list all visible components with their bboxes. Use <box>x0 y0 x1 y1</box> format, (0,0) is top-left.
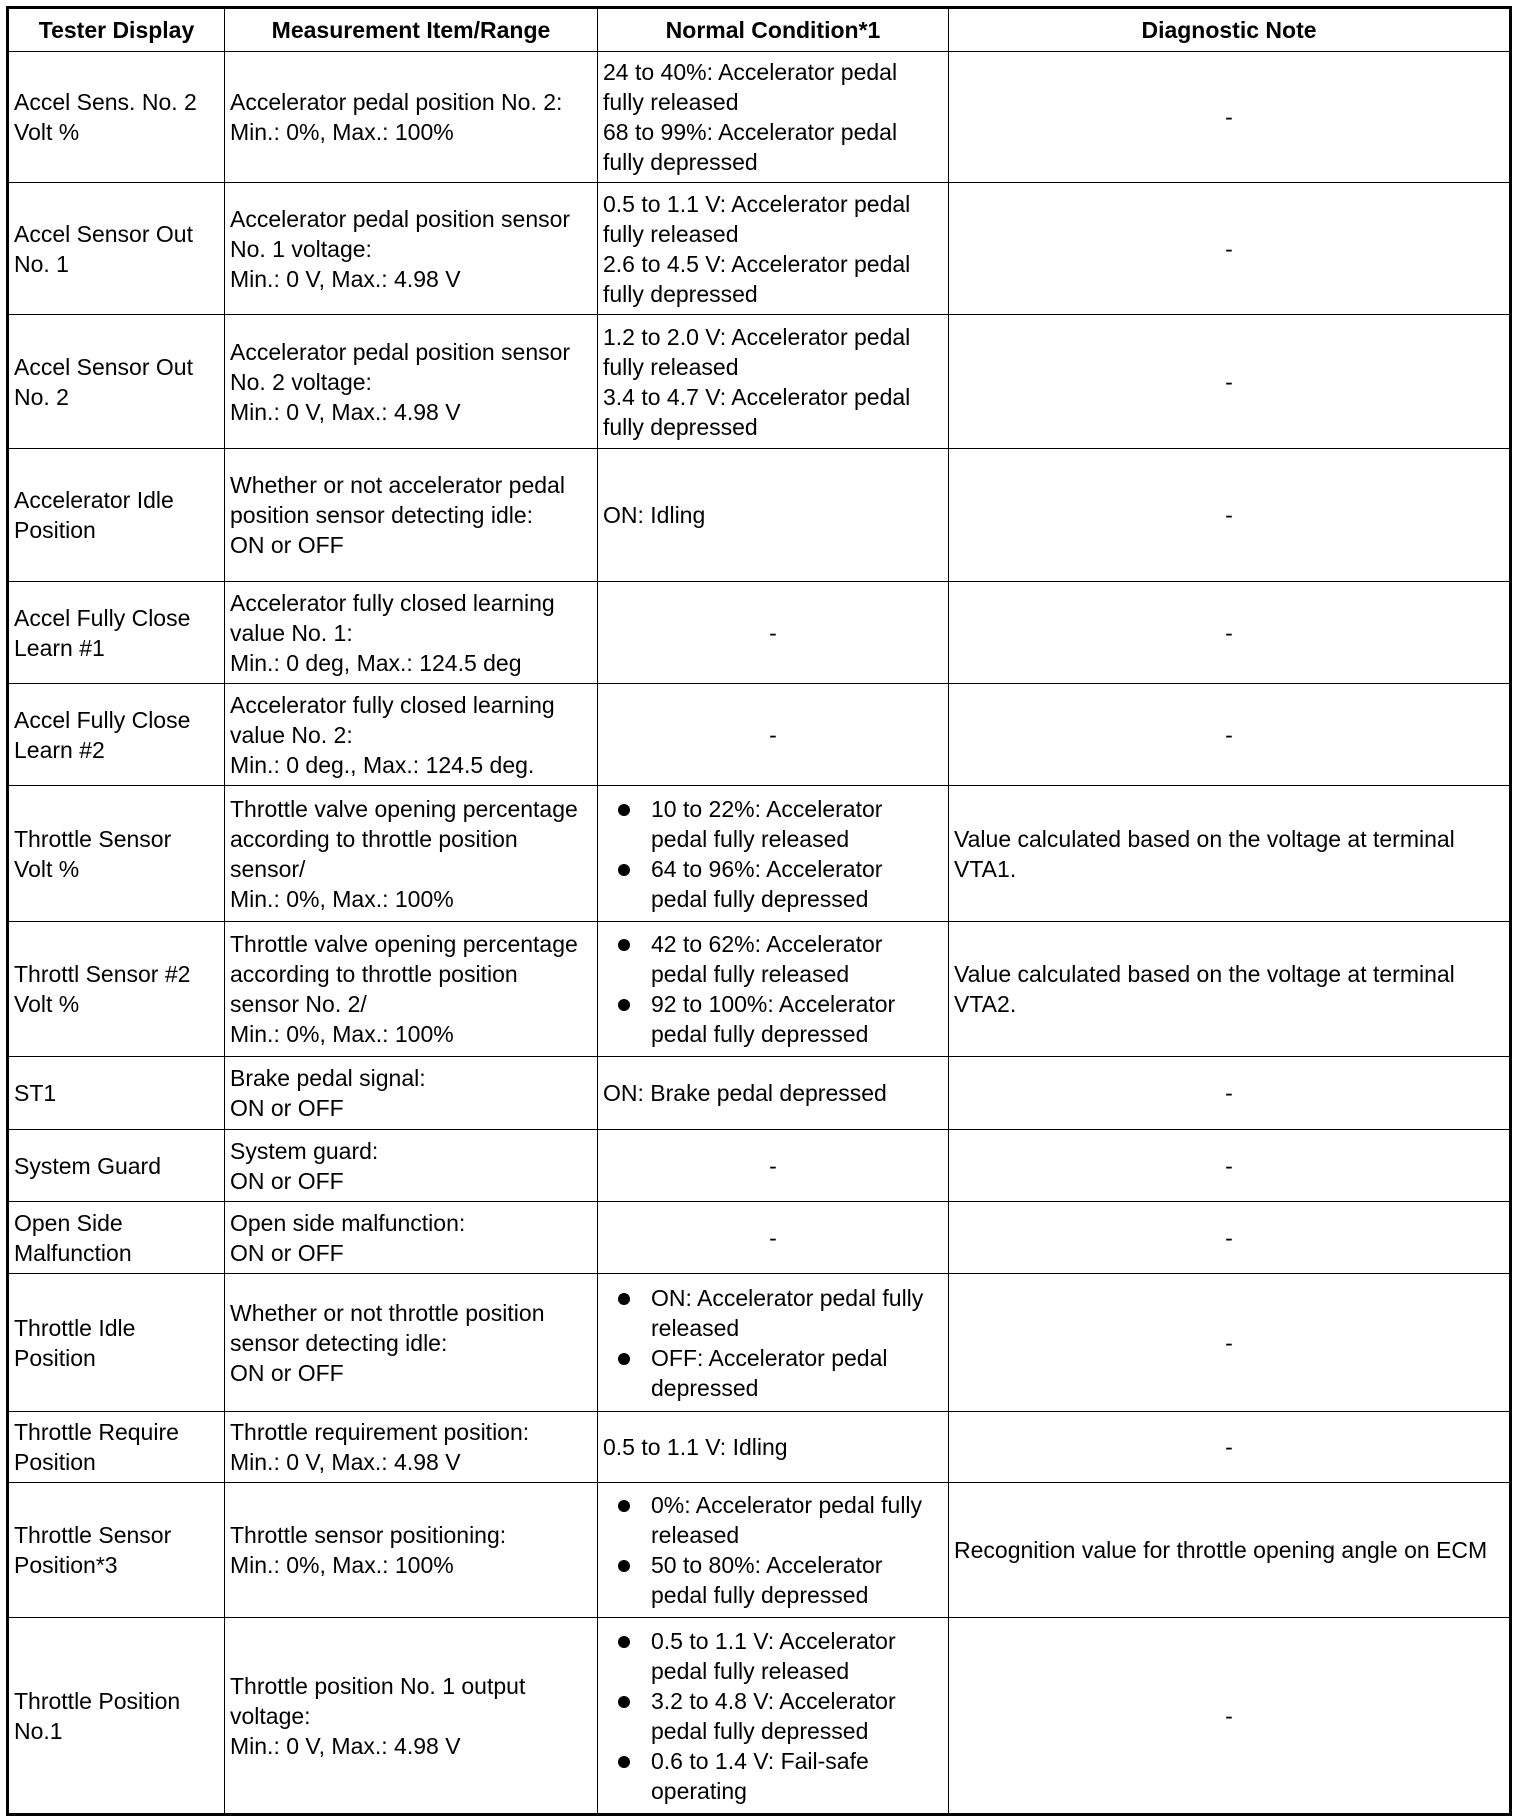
measurement-cell: Throttle valve opening percentage according to throttle position sensor/ Min.: 0%, Max.: 100% <box>225 786 598 922</box>
diagnostic-note-cell: - <box>949 1412 1511 1483</box>
diagnostic-note-cell: - <box>949 1202 1511 1274</box>
normal-condition-cell <box>598 1618 949 1815</box>
diagnostic-note-cell: - <box>949 684 1511 786</box>
data-list-table <box>6 6 1512 1816</box>
measurement-cell: Throttle requirement position: Min.: 0 V, Max.: 4.98 V <box>225 1412 598 1483</box>
measurement-cell: Throttle sensor positioning: Min.: 0%, Max.: 100% <box>225 1483 598 1618</box>
diagnostic-note-cell: - <box>949 582 1511 684</box>
normal-condition-cell: - <box>598 582 949 684</box>
bullet-list <box>603 794 943 914</box>
tester-display-cell: System Guard <box>8 1130 225 1202</box>
bullet-list <box>603 929 943 1049</box>
tester-display-cell: ST1 <box>8 1057 225 1130</box>
table-row <box>8 1202 1511 1274</box>
normal-condition-cell <box>598 922 949 1057</box>
header-diagnostic-note: Diagnostic Note <box>949 8 1511 52</box>
bullet-list <box>603 1490 943 1610</box>
normal-condition-cell: - <box>598 684 949 786</box>
measurement-cell: Throttle position No. 1 output voltage: Min.: 0 V, Max.: 4.98 V <box>225 1618 598 1815</box>
table-row <box>8 1057 1511 1130</box>
table-row <box>8 1412 1511 1483</box>
normal-condition-cell: ON: Brake pedal depressed <box>598 1057 949 1130</box>
measurement-cell: Accelerator fully closed learning value No. 2: Min.: 0 deg., Max.: 124.5 deg. <box>225 684 598 786</box>
tester-display-cell: Throttl Sensor #2 Volt % <box>8 922 225 1057</box>
table-row <box>8 449 1511 582</box>
table-row <box>8 183 1511 315</box>
bullet-list <box>603 1626 943 1806</box>
tester-display-cell: Throttle Require Position <box>8 1412 225 1483</box>
bullet-item: 0%: Accelerator pedal fully released <box>651 1490 943 1550</box>
table-row <box>8 1618 1511 1815</box>
table-row <box>8 1274 1511 1412</box>
bullet-item: 64 to 96%: Accelerator pedal fully depressed <box>651 854 943 914</box>
table-row <box>8 582 1511 684</box>
normal-condition-cell <box>598 1483 949 1618</box>
diagnostic-note-cell: - <box>949 1618 1511 1815</box>
tester-display-cell: Throttle Position No.1 <box>8 1618 225 1815</box>
measurement-cell: Throttle valve opening percentage according to throttle position sensor No. 2/ Min.: 0%, Max.: 100% <box>225 922 598 1057</box>
normal-condition-cell: 24 to 40%: Accelerator pedal fully released 68 to 99%: Accelerator pedal fully depressed <box>598 52 949 183</box>
table-row <box>8 1483 1511 1618</box>
tester-display-cell: Open Side Malfunction <box>8 1202 225 1274</box>
measurement-cell: Accelerator pedal position No. 2: Min.: 0%, Max.: 100% <box>225 52 598 183</box>
bullet-item: 3.2 to 4.8 V: Accelerator pedal fully depressed <box>651 1686 943 1746</box>
table-row <box>8 922 1511 1057</box>
table-row <box>8 315 1511 449</box>
bullet-item: ON: Accelerator pedal fully released <box>651 1283 943 1343</box>
bullet-item: 0.5 to 1.1 V: Accelerator pedal fully released <box>651 1626 943 1686</box>
normal-condition-cell: 0.5 to 1.1 V: Accelerator pedal fully released 2.6 to 4.5 V: Accelerator pedal fully depressed <box>598 183 949 315</box>
bullet-item: 92 to 100%: Accelerator pedal fully depressed <box>651 989 943 1049</box>
tester-display-cell: Throttle Sensor Volt % <box>8 786 225 922</box>
tester-display-cell: Throttle Idle Position <box>8 1274 225 1412</box>
header-row <box>8 8 1511 52</box>
measurement-cell: Accelerator pedal position sensor No. 2 voltage: Min.: 0 V, Max.: 4.98 V <box>225 315 598 449</box>
bullet-item: 0.6 to 1.4 V: Fail-safe operating <box>651 1746 943 1806</box>
measurement-cell: Whether or not throttle position sensor detecting idle: ON or OFF <box>225 1274 598 1412</box>
normal-condition-cell <box>598 1274 949 1412</box>
normal-condition-cell <box>598 786 949 922</box>
diagnostic-note-cell: - <box>949 449 1511 582</box>
diagnostic-note-cell: Recognition value for throttle opening angle on ECM <box>949 1483 1511 1618</box>
tester-display-cell: Accel Sensor Out No. 1 <box>8 183 225 315</box>
normal-condition-cell: - <box>598 1202 949 1274</box>
measurement-cell: Brake pedal signal: ON or OFF <box>225 1057 598 1130</box>
normal-condition-cell: 0.5 to 1.1 V: Idling <box>598 1412 949 1483</box>
table-row <box>8 786 1511 922</box>
measurement-cell: Open side malfunction: ON or OFF <box>225 1202 598 1274</box>
diagnostic-note-cell: - <box>949 1057 1511 1130</box>
tester-display-cell: Throttle Sensor Position*3 <box>8 1483 225 1618</box>
table-row <box>8 1130 1511 1202</box>
bullet-item: 10 to 22%: Accelerator pedal fully released <box>651 794 943 854</box>
diagnostic-note-cell: - <box>949 1274 1511 1412</box>
bullet-item: OFF: Accelerator pedal depressed <box>651 1343 943 1403</box>
bullet-item: 42 to 62%: Accelerator pedal fully released <box>651 929 943 989</box>
header-measurement: Measurement Item/Range <box>225 8 598 52</box>
measurement-cell: Accelerator pedal position sensor No. 1 voltage: Min.: 0 V, Max.: 4.98 V <box>225 183 598 315</box>
tester-display-cell: Accel Sensor Out No. 2 <box>8 315 225 449</box>
diagnostic-note-cell: - <box>949 315 1511 449</box>
table-row <box>8 684 1511 786</box>
tester-display-cell: Accel Fully Close Learn #1 <box>8 582 225 684</box>
diagnostic-note-cell: - <box>949 52 1511 183</box>
bullet-list <box>603 1283 943 1403</box>
diagnostic-note-cell: - <box>949 1130 1511 1202</box>
measurement-cell: Accelerator fully closed learning value No. 1: Min.: 0 deg, Max.: 124.5 deg <box>225 582 598 684</box>
tester-display-cell: Accelerator Idle Position <box>8 449 225 582</box>
header-tester-display: Tester Display <box>8 8 225 52</box>
diagnostic-note-cell: Value calculated based on the voltage at terminal VTA1. <box>949 786 1511 922</box>
tester-display-cell: Accel Fully Close Learn #2 <box>8 684 225 786</box>
tester-display-cell: Accel Sens. No. 2 Volt % <box>8 52 225 183</box>
table-row <box>8 52 1511 183</box>
bullet-item: 50 to 80%: Accelerator pedal fully depressed <box>651 1550 943 1610</box>
normal-condition-cell: 1.2 to 2.0 V: Accelerator pedal fully released 3.4 to 4.7 V: Accelerator pedal fully depressed <box>598 315 949 449</box>
measurement-cell: Whether or not accelerator pedal position sensor detecting idle: ON or OFF <box>225 449 598 582</box>
diagnostic-note-cell: Value calculated based on the voltage at terminal VTA2. <box>949 922 1511 1057</box>
measurement-cell: System guard: ON or OFF <box>225 1130 598 1202</box>
diagnostic-note-cell: - <box>949 183 1511 315</box>
normal-condition-cell: ON: Idling <box>598 449 949 582</box>
normal-condition-cell: - <box>598 1130 949 1202</box>
header-normal-condition: Normal Condition*1 <box>598 8 949 52</box>
